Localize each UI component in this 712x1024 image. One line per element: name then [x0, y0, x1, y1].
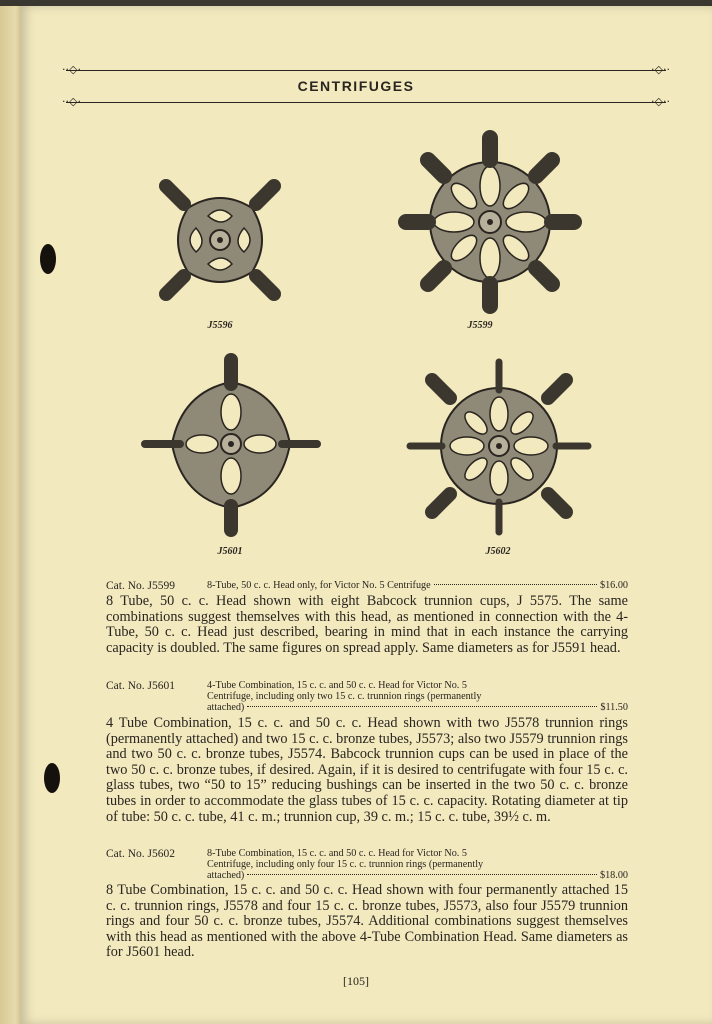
item-price: $16.00 [599, 580, 628, 591]
catalog-number: Cat. No. J5601 [106, 680, 175, 692]
dot-leader [247, 706, 597, 707]
dot-leader [434, 584, 597, 585]
entry-body-text: 8 Tube, 50 c. c. Head shown with eight Babcock trunnion cups, J 5575. The same combinations suggest themselves with this head, as mentioned in connection with the 4-Tube, 50 c. c. Head just described, bearing in mind that in each instance the carrying capacity is doubled. The same figures on spread apply. Same diameters as for J5591 head. [106, 593, 628, 656]
rule-ornament-icon: ·◇·· [651, 63, 670, 76]
figure-caption: J5596 [207, 320, 233, 331]
description-line: Centrifuge, including only two 15 c. c. trunnion rings (permanently [207, 691, 482, 702]
description-line: Centrifuge, including only four 15 c. c. trunnion rings (permanently [207, 859, 484, 870]
figure-caption: J5599 [467, 320, 493, 331]
header-rule-bottom [62, 95, 670, 108]
binding-spine [0, 6, 22, 1024]
rule-ornament-icon: ··◇· [62, 95, 81, 108]
entry-body-text: 4 Tube Combination, 15 c. c. and 50 c. c. Head shown with two J5578 trunnion rings (permanently attached) and two 15 c. c. bronze tubes, J5573; also two J5579 trunnion rings and two 50 c. c. bronze tubes, J5574. Babcock trunnion cups can be used in place of the two 50 c. c. bronze tubes, if desired. Again, if it is desired to centrifugate with four 15 c. c. glass tubes, two “50 to 15” reducing bushings can be inserted in the two 50 c. c. bronze tubes in order to accommodate the glass tubes of 15 c. c. capacity. Rotating diameter at tip of tube: 50 c. c. tube, 41 c. m.; trunnion cup, 39 c. m.; 15 c. c. tube, 39½ c. m. [106, 715, 628, 825]
catalog-number: Cat. No. J5602 [106, 848, 175, 860]
centrifuge-head-j5602-illustration [406, 358, 592, 538]
rule-ornament-icon: ··◇· [62, 63, 81, 76]
item-description [207, 680, 628, 713]
centrifuge-head-j5596-illustration [148, 168, 292, 312]
page-number: [105] [343, 974, 369, 988]
catalog-number: Cat. No. J5599 [106, 580, 175, 592]
page-heading: CENTRIFUGES [297, 78, 415, 94]
centrifuge-head-j5599-illustration [398, 130, 582, 314]
description-text: 8-Tube, 50 c. c. Head only, for Victor No. 5 Centrifuge [207, 580, 431, 591]
dot-leader [247, 874, 597, 875]
figure-caption: J5602 [485, 546, 511, 557]
figure-caption: J5601 [217, 546, 243, 557]
item-price: $18.00 [599, 870, 628, 881]
description-line: 8-Tube Combination, 15 c. c. and 50 c. c. Head for Victor No. 5 [207, 848, 467, 859]
description-line-with-price [207, 870, 628, 881]
binder-hole [40, 244, 56, 274]
item-description [207, 848, 628, 881]
item-price: $11.50 [600, 702, 628, 713]
rule-ornament-icon: ·◇·· [651, 95, 670, 108]
description-line: 4-Tube Combination, 15 c. c. and 50 c. c. Head for Victor No. 5 [207, 680, 467, 691]
description-text: attached) [207, 870, 245, 881]
entry-body-text: 8 Tube Combination, 15 c. c. and 50 c. c. Head shown with four permanently attached 15 c. c. trunnion rings, J5578 and four 15 c. c. bronze tubes, J5573, also four J5579 trunnion rings and four 50 c. c. bronze tubes, J5574. Additional combinations suggest themselves with this head as mentioned with the above 4-Tube Combination Head. Same diameters as for J5601 head. [106, 882, 628, 961]
centrifuge-head-j5601-illustration [140, 352, 322, 538]
binder-hole [44, 763, 60, 793]
description-line-with-price [207, 702, 628, 713]
description-text: attached) [207, 702, 245, 713]
item-description [207, 580, 628, 591]
header-rule-top [62, 63, 670, 76]
